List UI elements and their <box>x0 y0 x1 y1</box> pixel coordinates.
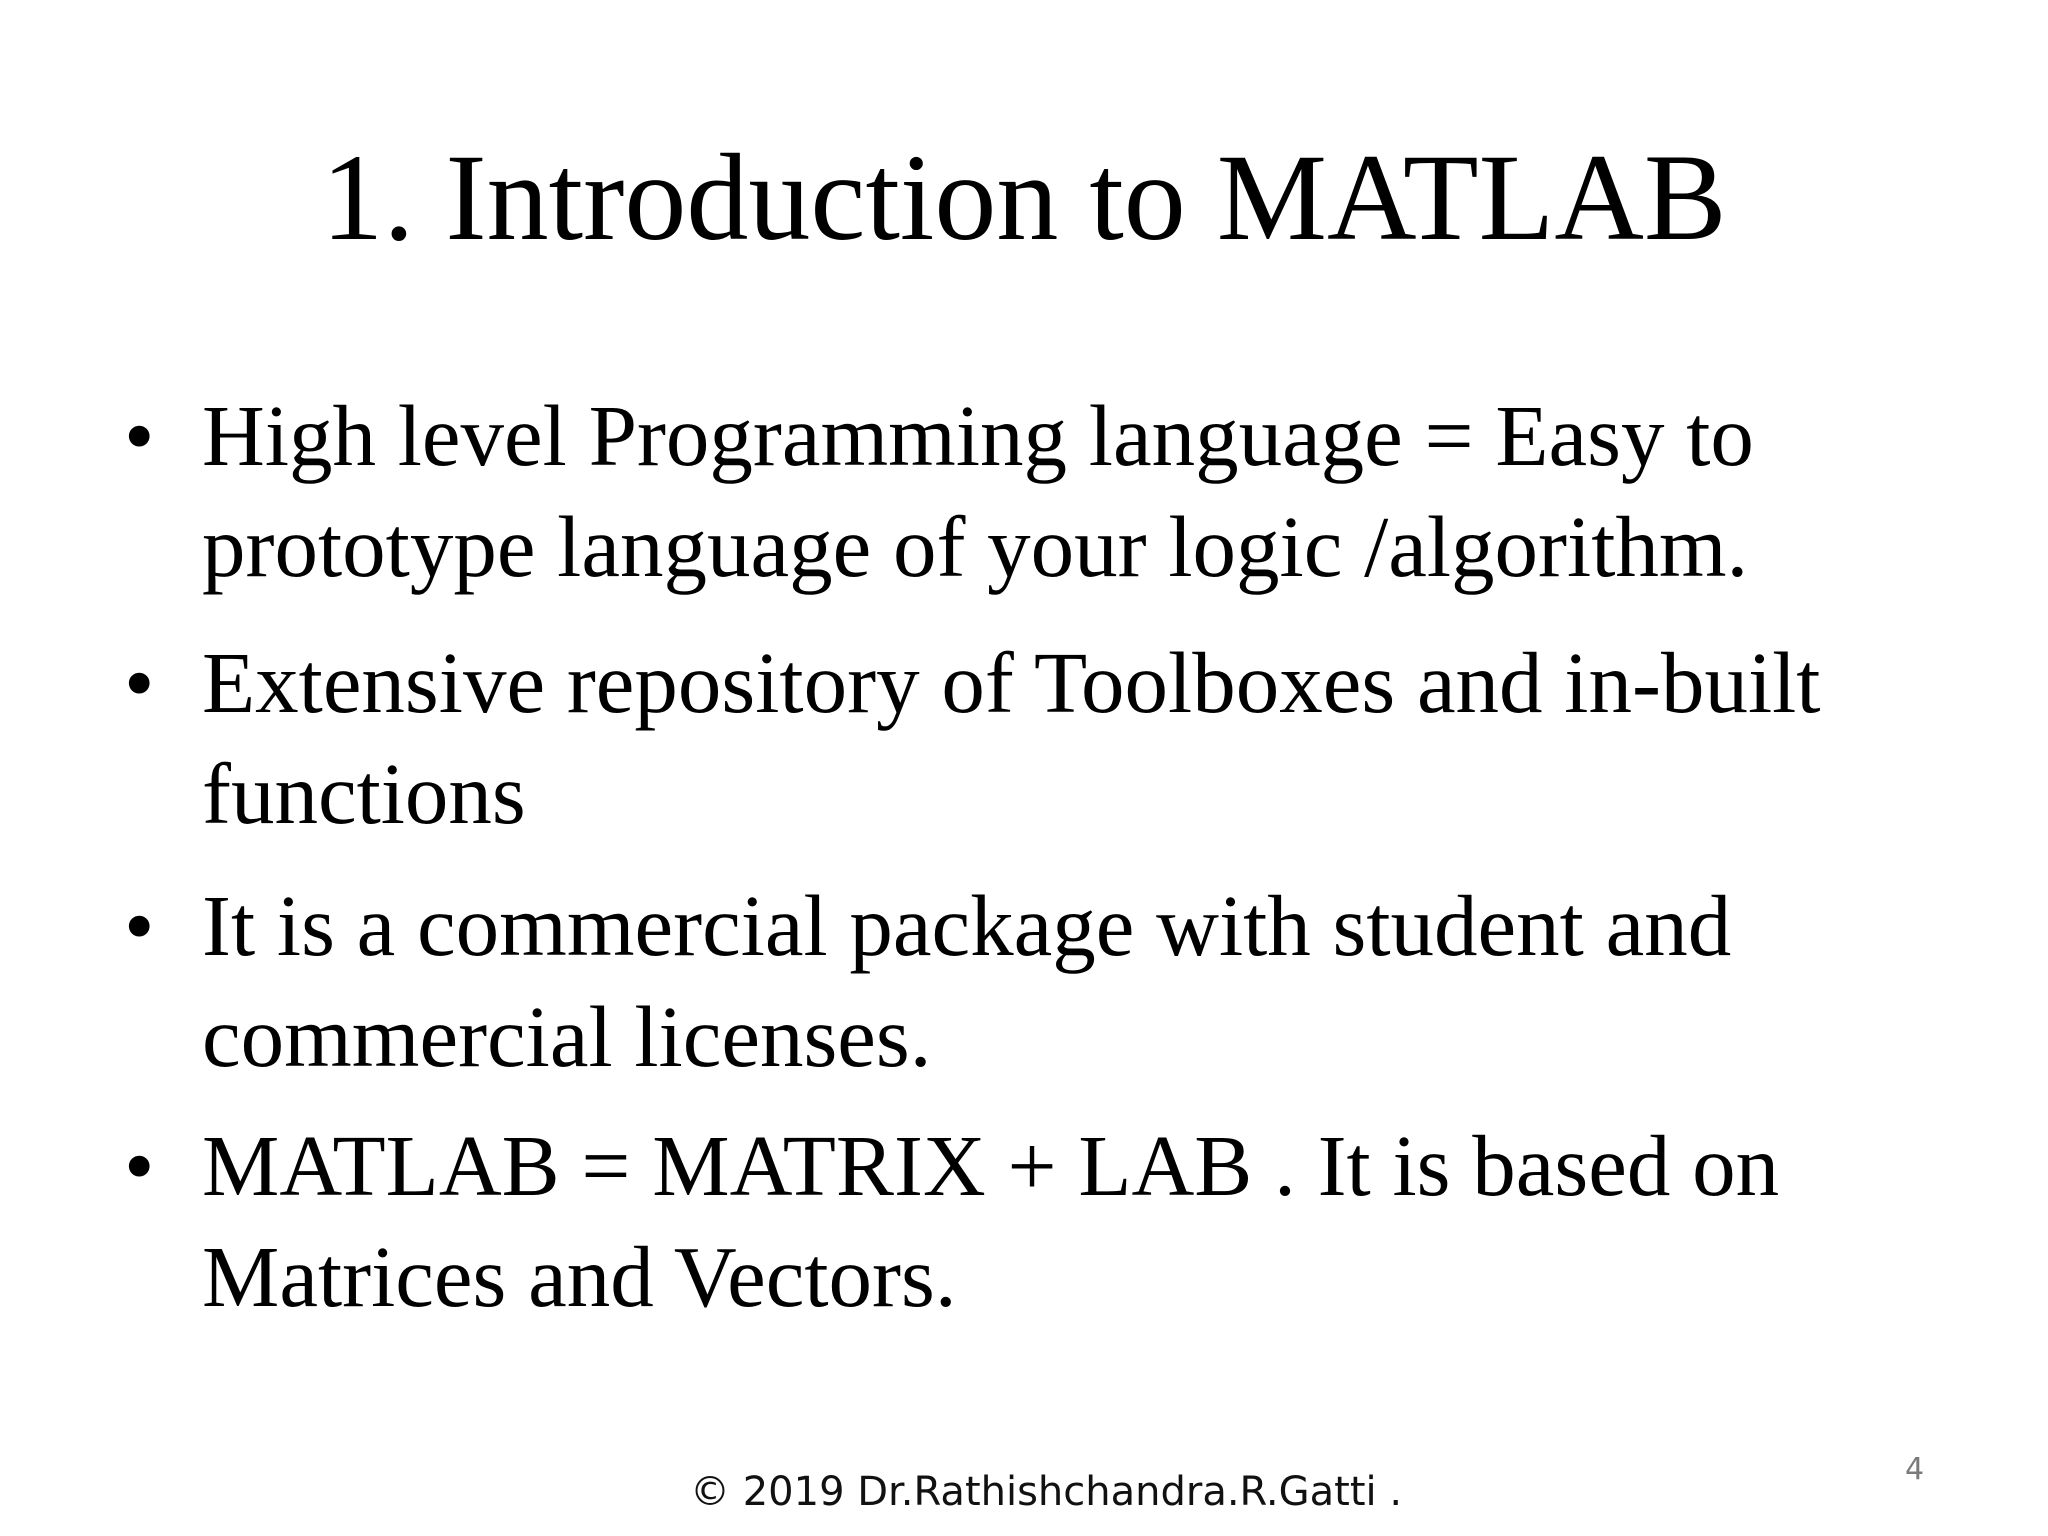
bullet-dot-icon: • <box>124 634 155 731</box>
slide-title: 1. Introduction to MATLAB <box>321 129 1727 266</box>
copyright-footer: © 2019 Dr.Rathishchandra.R.Gatti . <box>690 1469 1403 1515</box>
bullet-text-line: MATLAB = MATRIX + LAB . It is based on <box>202 1117 1780 1214</box>
bullet-dot-icon: • <box>124 387 155 484</box>
bullet-text-line: It is a commercial package with student and <box>202 877 1732 974</box>
bullet-dot-icon: • <box>124 1117 155 1214</box>
bullet-text-line: High level Programming language = Easy to <box>202 387 1754 484</box>
bullet-dot-icon: • <box>124 877 155 974</box>
bullet-text-line: Matrices and Vectors. <box>202 1228 957 1325</box>
bullet-text-line: functions <box>202 745 526 842</box>
bullet-text-line: Extensive repository of Toolboxes and in-built <box>202 634 1821 731</box>
page-number: 4 <box>1905 1452 1925 1487</box>
bullet-text-line: commercial licenses. <box>202 988 932 1085</box>
bullet-text-line: prototype language of your logic /algorithm. <box>202 498 1749 595</box>
